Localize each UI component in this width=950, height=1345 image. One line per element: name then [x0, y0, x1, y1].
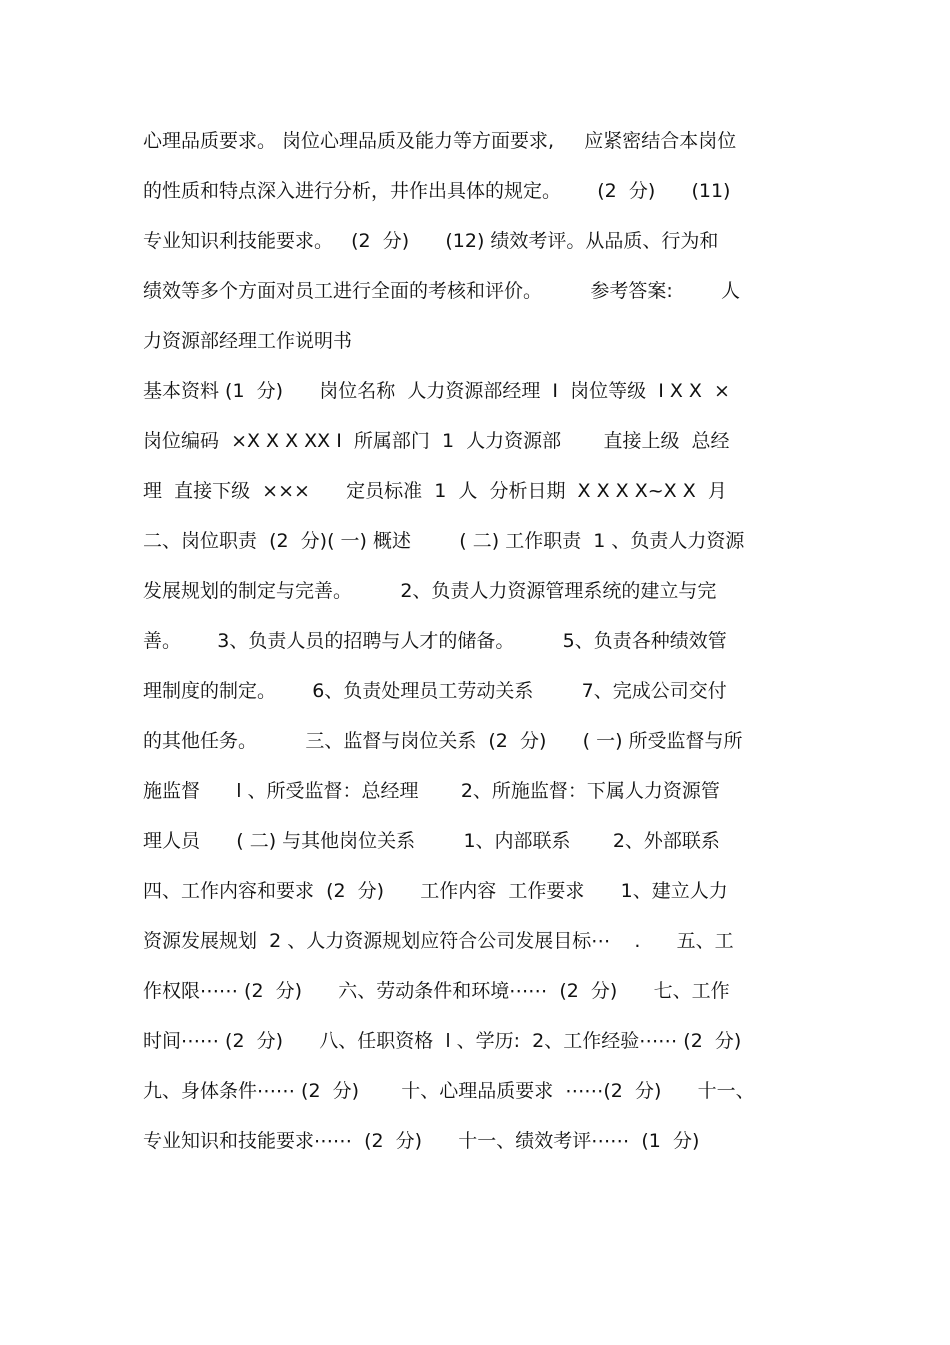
text-line: 绩效等多个方面对员工进行全面的考核和评价。 参考答案: 人	[143, 280, 741, 302]
text-line: 理人员 ( 二) 与其他岗位关系 1、内部联系 2、外部联系	[143, 830, 720, 852]
text-line: 善。 3、负责人员的招聘与人才的储备。 5、负责各种绩效管	[143, 630, 727, 652]
text-line: 施监督 l 、所受监督：总经理 2、所施监督：下属人力资源管	[143, 780, 720, 802]
text-line: 心理品质要求。 岗位心理品质及能力等方面要求, 应紧密结合本岗位	[143, 130, 737, 152]
text-line: 发展规划的制定与完善。 2、负责人力资源管理系统的建立与完	[143, 580, 717, 602]
text-line: 基本资料 (1 分) 岗位名称 人力资源部经理 I 岗位等级 I X X ×	[143, 380, 730, 402]
text-line: 作权限⋯⋯ (2 分) 六、劳动条件和环境⋯⋯ (2 分) 七、工作	[143, 980, 730, 1002]
text-line: 二、岗位职责 (2 分)( 一) 概述 ( 二) 工作职责 1 、负责人力资源	[143, 530, 745, 552]
text-line: 资源发展规划 2 、人力资源规划应符合公司发展目标⋯ . 五、工	[143, 930, 734, 952]
text-line: 专业知识利技能要求。 (2 分) (12) 绩效考评。从品质、行为和	[143, 230, 719, 252]
text-line: 岗位编码 ×X X X XX I 所属部门 1 人力资源部 直接上级 总经	[143, 430, 730, 452]
text-line: 力资源部经理工作说明书	[143, 330, 353, 352]
text-line: 的性质和特点深入进行分析，井作出具体的规定。 (2 分) (11)	[143, 180, 731, 202]
text-line: 理制度的制定。 6、负责处理员工劳动关系 7、完成公司交付	[143, 680, 727, 702]
text-line: 专业知识和技能要求⋯⋯ (2 分) 十一、绩效考评⋯⋯ (1 分)	[143, 1130, 700, 1152]
text-line: 理 直接下级 ××× 定员标准 1 人 分析日期 X X X X~X X 月	[143, 480, 727, 502]
text-line: 的其他任务。 三、监督与岗位关系 (2 分) ( 一) 所受监督与所	[143, 730, 743, 752]
text-line: 四、工作内容和要求 (2 分) 工作内容 工作要求 1、建立人力	[143, 880, 728, 902]
text-line: 时间⋯⋯ (2 分) 八、任职资格 l 、学历: 2、工作经验⋯⋯ (2 分)	[143, 1030, 742, 1052]
text-line: 九、身体条件⋯⋯ (2 分) 十、心理品质要求 ⋯⋯(2 分) 十一、	[143, 1080, 755, 1102]
document-body	[143, 116, 808, 1166]
